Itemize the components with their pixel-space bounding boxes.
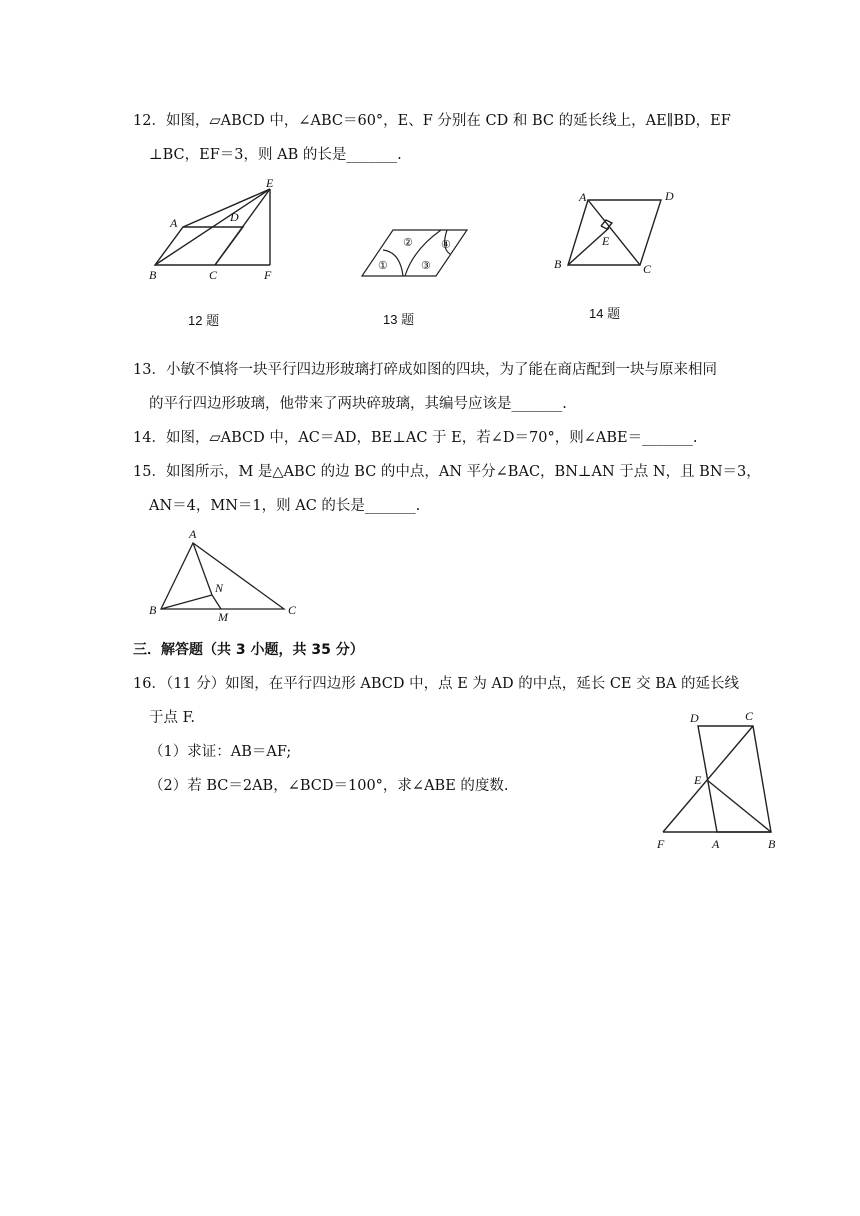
fig13-piece-3: ③: [421, 260, 431, 272]
fig12-label-A: A: [170, 216, 178, 230]
fig12-label-D: D: [230, 210, 239, 224]
q12-line1: 12．如图，▱ABCD 中，∠ABC＝60°，E、F 分别在 CD 和 BC 的延长线上，AE∥BD，EF: [133, 113, 731, 129]
caption-12: 12 题: [188, 313, 220, 328]
fig15-label-M: M: [218, 610, 228, 624]
figure-13: [355, 220, 475, 285]
fig12-label-E: E: [266, 176, 274, 190]
fig15-label-C: C: [288, 603, 297, 617]
fig13-piece-2: ②: [403, 237, 413, 249]
q16-line2: 于点 F.: [149, 710, 196, 726]
figure-16: [650, 705, 790, 855]
figure-14: [548, 183, 688, 283]
fig14-label-C: C: [643, 262, 652, 276]
fig16-label-F: F: [657, 837, 665, 851]
q15-line1: 15．如图所示，M 是△ABC 的边 BC 的中点，AN 平分∠BAC，BN⊥AN 于点 N，且 BN＝3，: [133, 464, 761, 480]
q12-line2: ⊥BC，EF＝3，则 AB 的长是_______.: [149, 147, 402, 163]
fig12-label-B: B: [149, 268, 157, 282]
fig16-label-B: B: [768, 837, 776, 851]
fig13-piece-4: ④: [441, 239, 451, 251]
figure-12: [140, 175, 300, 285]
fig12-label-F: F: [264, 268, 272, 282]
q15-line2: AN＝4，MN＝1，则 AC 的长是_______.: [149, 498, 421, 514]
q16-part2: （2）若 BC＝2AB，∠BCD＝100°，求∠ABE 的度数.: [149, 778, 509, 794]
q13-line2: 的平行四边形玻璃，他带来了两块碎玻璃，其编号应该是_______.: [149, 396, 567, 412]
q16-part1: （1）求证：AB＝AF;: [149, 744, 292, 760]
figure-15: [145, 528, 305, 623]
fig16-label-C: C: [745, 709, 754, 723]
q13-line1: 13．小敏不慎将一块平行四边形玻璃打碎成如图的四块，为了能在商店配到一块与原来相同: [133, 362, 717, 378]
q16-line1: 16．（11 分）如图，在平行四边形 ABCD 中，点 E 为 AD 的中点，延长 CE 交 BA 的延长线: [133, 676, 739, 692]
section-3-heading: 三．解答题（共 3 小题，共 35 分）: [133, 642, 364, 658]
caption-13: 13 题: [383, 312, 415, 327]
fig14-label-D: D: [665, 189, 674, 203]
fig13-piece-1: ①: [378, 260, 388, 272]
fig15-label-N: N: [215, 581, 224, 595]
fig14-label-E: E: [602, 234, 610, 248]
fig15-label-B: B: [149, 603, 157, 617]
fig15-label-A: A: [189, 527, 197, 541]
fig16-label-A: A: [712, 837, 720, 851]
fig16-label-D: D: [690, 711, 699, 725]
caption-14: 14 题: [589, 306, 621, 321]
fig12-label-C: C: [209, 268, 218, 282]
q14-line1: 14．如图，▱ABCD 中，AC＝AD，BE⊥AC 于 E，若∠D＝70°，则∠ABE＝_______.: [133, 430, 698, 446]
fig16-label-E: E: [694, 773, 702, 787]
fig14-label-A: A: [579, 190, 587, 204]
fig14-label-B: B: [554, 257, 562, 271]
